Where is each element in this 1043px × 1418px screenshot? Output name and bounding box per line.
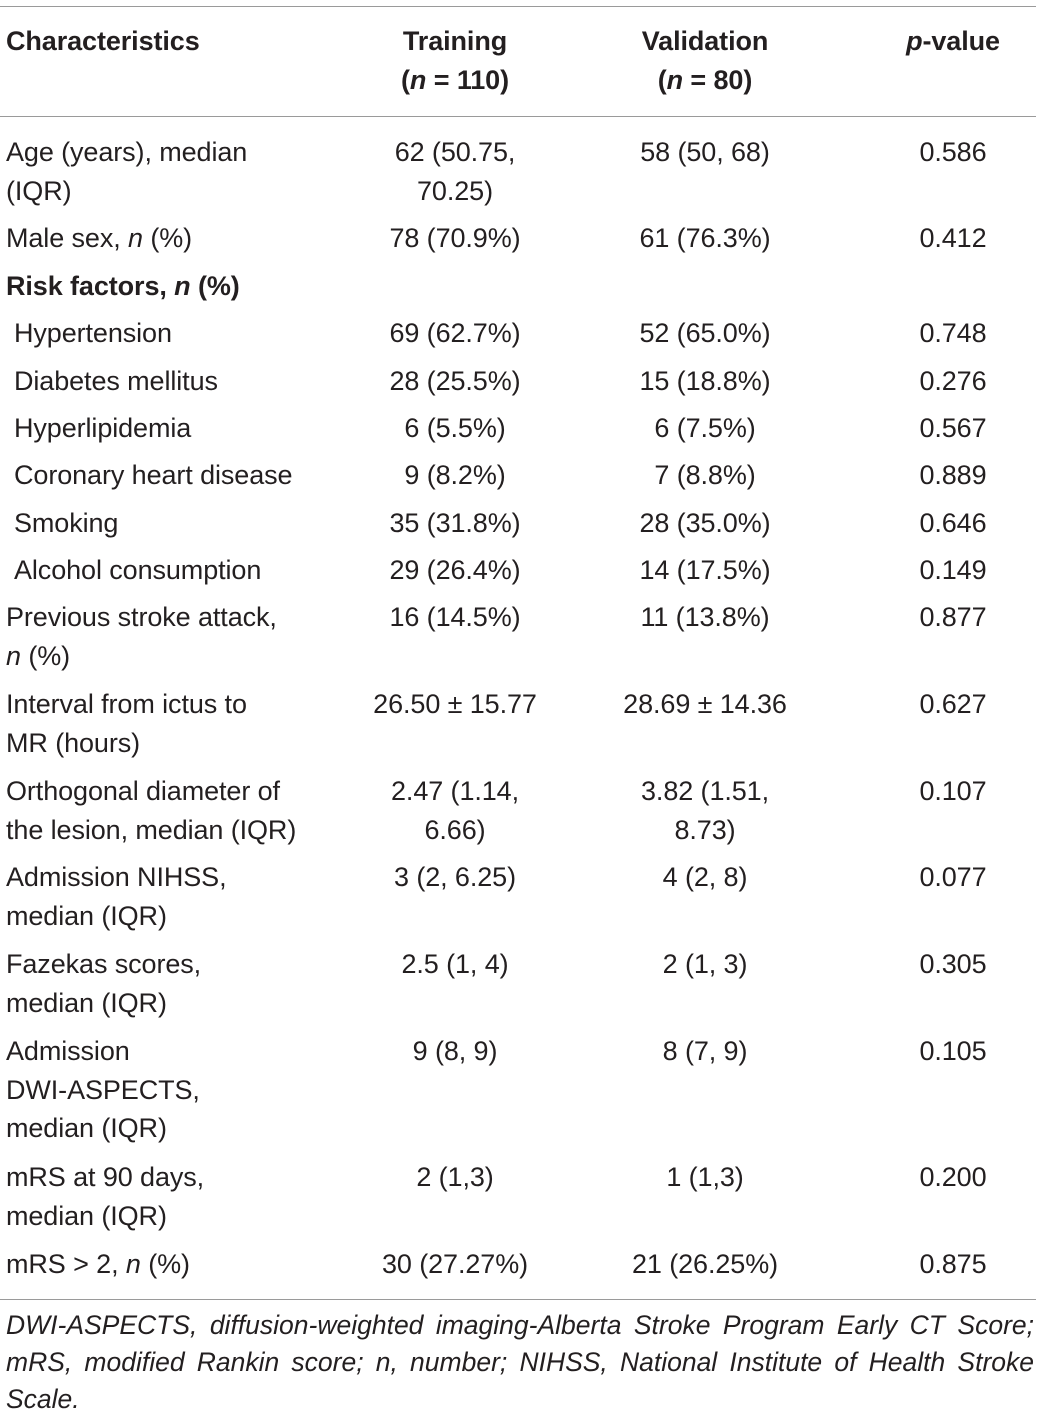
table-row-label: Fazekas scores, median (IQR) — [6, 949, 202, 1018]
table-cell-validation: 28 (35.0%) — [639, 508, 771, 538]
table-cell-validation: 2 (1, 3) — [662, 949, 748, 979]
table-row-label: Hyperlipidemia — [14, 413, 192, 443]
table-cell-pvalue: 0.412 — [919, 223, 987, 253]
table-cell-pvalue: 0.077 — [919, 862, 987, 892]
table-cell-pvalue: 0.586 — [919, 137, 987, 167]
header-characteristics: Characteristics — [6, 26, 200, 56]
table-cell-validation: 52 (65.0%) — [639, 318, 771, 348]
table-cell-validation: 4 (2, 8) — [662, 862, 748, 892]
section-heading-risk-factors: Risk factors, n (%) — [6, 271, 240, 301]
table-cell-pvalue: 0.149 — [919, 555, 987, 585]
table-cell-validation: 7 (8.8%) — [654, 460, 756, 490]
table-row-label: Age (years), median (IQR) — [6, 137, 248, 206]
table-row-label: Alcohol consumption — [14, 555, 262, 585]
table-cell-validation: 3.82 (1.51, 8.73) — [641, 776, 769, 845]
table-cell-validation: 58 (50, 68) — [640, 137, 770, 167]
table-cell-training: 28 (25.5%) — [389, 366, 521, 396]
table-cell-pvalue: 0.305 — [919, 949, 987, 979]
header-training — [330, 22, 580, 99]
table-cell-pvalue: 0.877 — [919, 602, 987, 632]
table-cell-training: 2 (1,3) — [416, 1162, 494, 1192]
table-cell-training: 30 (27.27%) — [382, 1249, 528, 1279]
table-cell-training: 2.5 (1, 4) — [401, 949, 509, 979]
table-cell-training: 26.50 ± 15.77 — [373, 689, 537, 719]
table-cell-validation: 11 (13.8%) — [640, 602, 770, 632]
table-row-label: Admission DWI-ASPECTS, median (IQR) — [6, 1036, 200, 1143]
header-validation-label: Validation — [641, 26, 769, 56]
table-cell-validation: 28.69 ± 14.36 — [623, 689, 787, 719]
table-row-label: Admission NIHSS, median (IQR) — [6, 862, 227, 931]
table-cell-validation: 1 (1,3) — [666, 1162, 744, 1192]
table-cell-validation: 6 (7.5%) — [654, 413, 756, 443]
header-validation — [580, 22, 830, 99]
table-cell-training: 2.47 (1.14, 6.66) — [391, 776, 519, 845]
table-cell-validation: 14 (17.5%) — [639, 555, 771, 585]
header-validation-n: (n = 80) — [657, 64, 753, 95]
table-cell-pvalue: 0.748 — [919, 318, 987, 348]
table-cell-pvalue: 0.875 — [919, 1249, 987, 1279]
table-cell-validation: 15 (18.8%) — [639, 366, 771, 396]
table-cell-pvalue: 0.107 — [919, 776, 987, 806]
table-row-label: Male sex, n (%) — [6, 223, 193, 253]
table-cell-training: 9 (8, 9) — [412, 1036, 498, 1066]
table-cell-validation: 8 (7, 9) — [662, 1036, 748, 1066]
table-cell-pvalue: 0.627 — [919, 689, 987, 719]
table-row-label: Interval from ictus to MR (hours) — [6, 689, 247, 758]
table-row-label: mRS > 2, n (%) — [6, 1249, 190, 1279]
table-cell-training: 9 (8.2%) — [404, 460, 506, 490]
table-cell-pvalue: 0.105 — [919, 1036, 987, 1066]
table-row-label: Coronary heart disease — [14, 460, 293, 490]
table-row-label: mRS at 90 days, median (IQR) — [6, 1162, 205, 1231]
table-cell-pvalue: 0.889 — [919, 460, 987, 490]
table-cell-training: 29 (26.4%) — [389, 555, 521, 585]
table-cell-validation: 21 (26.25%) — [632, 1249, 778, 1279]
table-cell-training: 62 (50.75, 70.25) — [394, 137, 516, 206]
table-cell-pvalue: 0.646 — [919, 508, 987, 538]
header-pvalue: p-value — [906, 26, 1000, 56]
table-cell-training: 69 (62.7%) — [389, 318, 521, 348]
table-cell-training: 3 (2, 6.25) — [394, 862, 516, 892]
table-row-label: Hypertension — [14, 318, 172, 348]
table-row-label: Smoking — [14, 508, 119, 538]
table-cell-validation: 61 (76.3%) — [639, 223, 771, 253]
table-cell-training: 16 (14.5%) — [389, 602, 521, 632]
header-training-n: (n = 110) — [401, 64, 509, 95]
table-row-label: Diabetes mellitus — [14, 366, 218, 396]
table-cell-training: 6 (5.5%) — [404, 413, 506, 443]
header-training-label: Training — [402, 26, 508, 56]
table-cell-training: 78 (70.9%) — [389, 223, 521, 253]
bottom-rule — [0, 1299, 1036, 1300]
table-cell-pvalue: 0.567 — [919, 413, 987, 443]
table-cell-training: 35 (31.8%) — [389, 508, 521, 538]
top-rule — [0, 6, 1036, 7]
header-rule — [0, 116, 1036, 117]
table-cell-pvalue: 0.200 — [919, 1162, 987, 1192]
table-row-label: Previous stroke attack, n (%) — [6, 602, 277, 671]
table-footnote: DWI-ASPECTS, diffusion-weighted imaging-Alberta Stroke Program Early CT Score; mRS, modified Rankin score; n, number; NIHSS, National Institute of Health Stroke Scale. — [6, 1310, 1034, 1414]
table-cell-pvalue: 0.276 — [919, 366, 987, 396]
table-row-label: Orthogonal diameter of the lesion, median (IQR) — [6, 776, 297, 845]
